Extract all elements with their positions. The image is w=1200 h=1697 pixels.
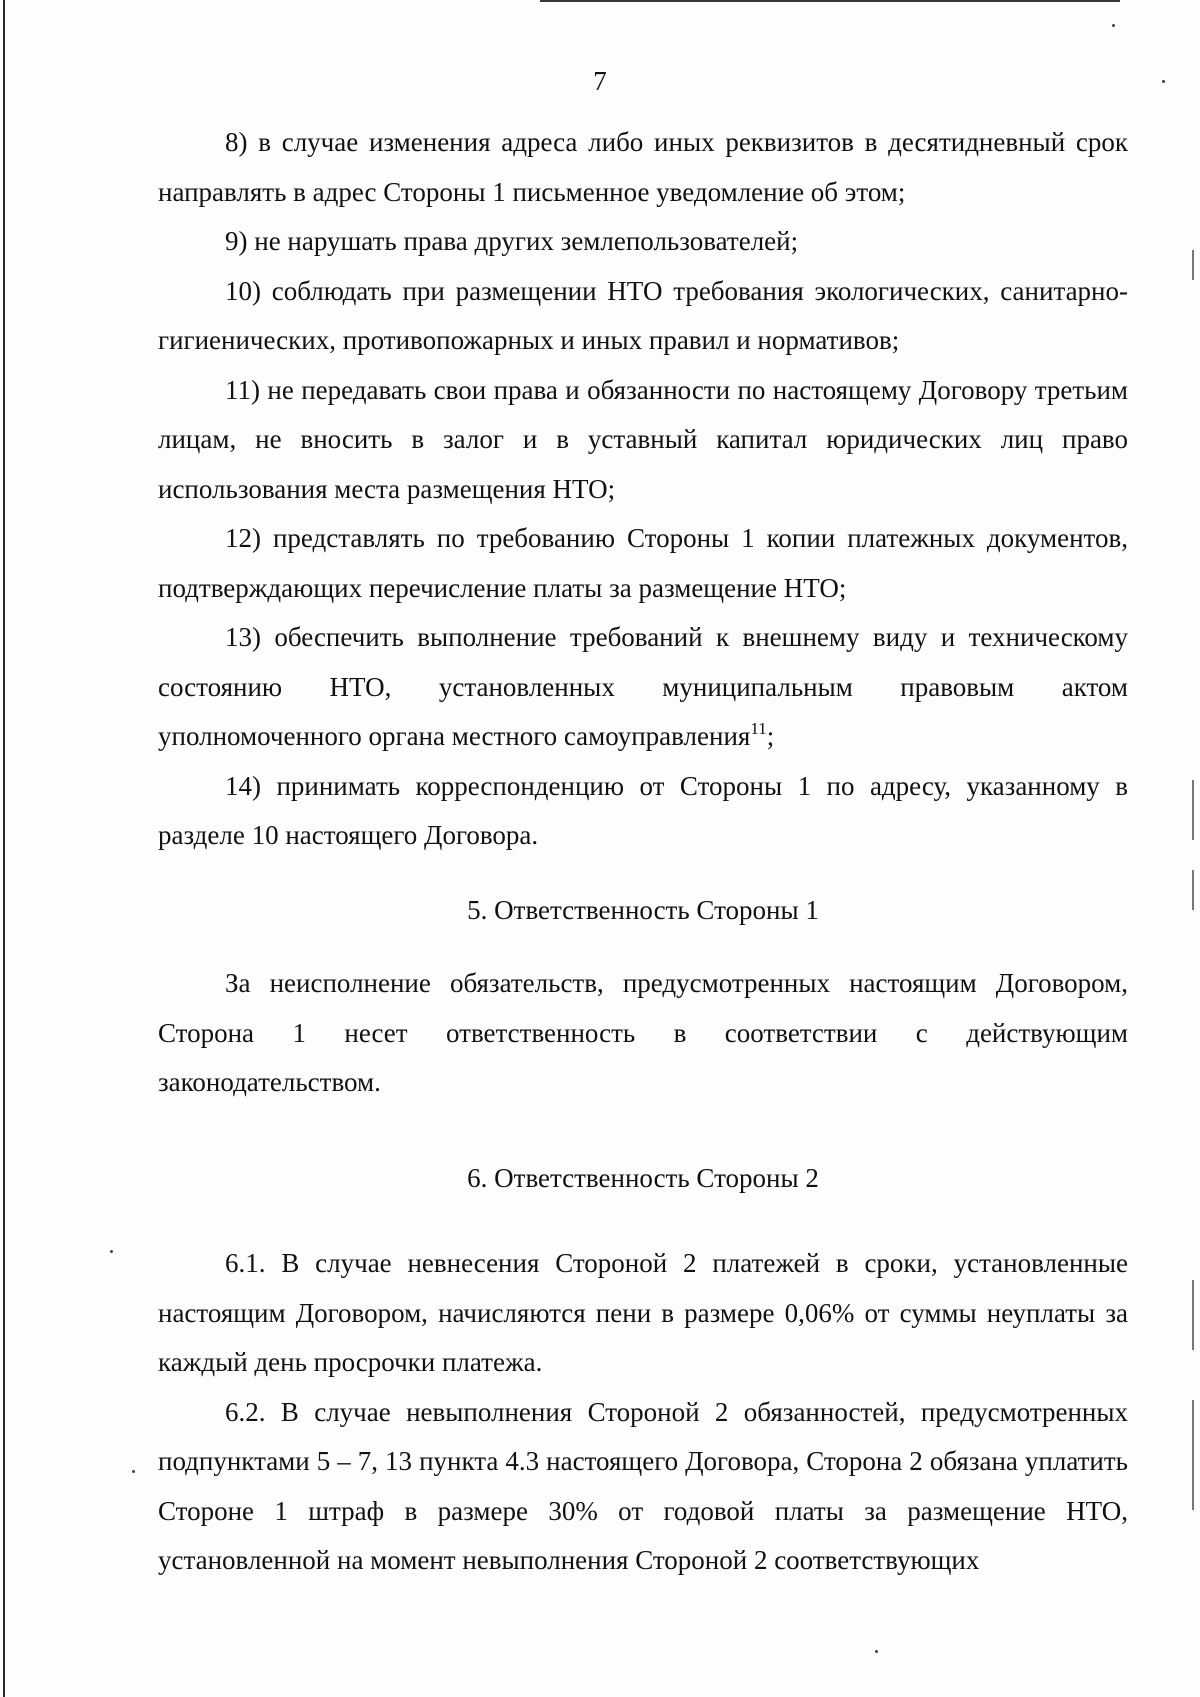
obligation-item: 14) принимать корреспонденцию от Стороны 1 по адресу, указанному в разделе 10 настоящего Договора. xyxy=(158,770,1128,850)
section-paragraph: 6.1. В случае невнесения Стороной 2 платежей в сроки, установленные настоящим Договором, начисляются пени в размере 0,06% от суммы неуплаты за каждый день просрочки платежа. xyxy=(158,1248,1128,1377)
obligation-text: 13) обеспечить выполнение требований к внешнему виду и техническому состоянию НТО, установленных муниципальным правовым актом уполномоченного органа местного самоуправления xyxy=(158,622,1128,751)
scan-right-mark xyxy=(1192,870,1194,910)
obligation-item: 8) в случае изменения адреса либо иных реквизитов в десятидневный срок направлять в адрес Стороны 1 письменное уведомление об этом; xyxy=(158,127,1128,207)
obligation-item: 11) не передавать свои права и обязанности по настоящему Договору третьим лицам, не вносить в залог и в уставный капитал юридических лиц право использования места размещения НТО; xyxy=(158,374,1128,504)
section-paragraph: 6.2. В случае невыполнения Стороной 2 обязанностей, предусмотренных подпунктами 5 – 7, 13 пункта 4.3 настоящего Договора, Сторона 2 обязана уплатить Стороне 1 штраф в размере 30% от годовой платы за размещение НТО, установленной на момент невыполнения Стороной 2 соответствующих xyxy=(158,1396,1128,1575)
scan-speck xyxy=(1112,24,1115,27)
scan-speck xyxy=(132,1470,135,1473)
scan-speck xyxy=(875,1650,878,1653)
scan-right-mark xyxy=(1192,1280,1194,1350)
scan-right-mark xyxy=(1192,250,1194,280)
scan-right-mark xyxy=(1192,1400,1194,1510)
scan-left-edge xyxy=(3,0,5,1697)
section-heading: 5. Ответственность Стороны 1 xyxy=(467,894,819,925)
page-number: 7 xyxy=(593,66,607,96)
scan-top-edge xyxy=(540,0,1120,2)
obligation-item xyxy=(158,613,1128,762)
document-body xyxy=(158,118,1128,1586)
obligation-item: 9) не нарушать права других землепользователей; xyxy=(225,226,799,256)
obligation-item: 12) представлять по требованию Стороны 1 копии платежных документов, подтверждающих перечисление платы за размещение НТО; xyxy=(158,523,1128,603)
scan-speck xyxy=(110,1250,113,1253)
footnote-reference: 11 xyxy=(750,719,767,738)
scan-right-mark xyxy=(1192,780,1194,840)
section-heading: 6. Ответственность Стороны 2 xyxy=(467,1162,819,1193)
obligation-text-end: ; xyxy=(766,721,775,751)
section-paragraph: За неисполнение обязательств, предусмотренных настоящим Договором, Сторона 1 несет ответственность в соответствии с действующим законодательством. xyxy=(158,968,1128,1097)
obligation-item: 10) соблюдать при размещении НТО требования экологических, санитарно-гигиенических, противопожарных и иных правил и нормативов; xyxy=(158,275,1128,355)
